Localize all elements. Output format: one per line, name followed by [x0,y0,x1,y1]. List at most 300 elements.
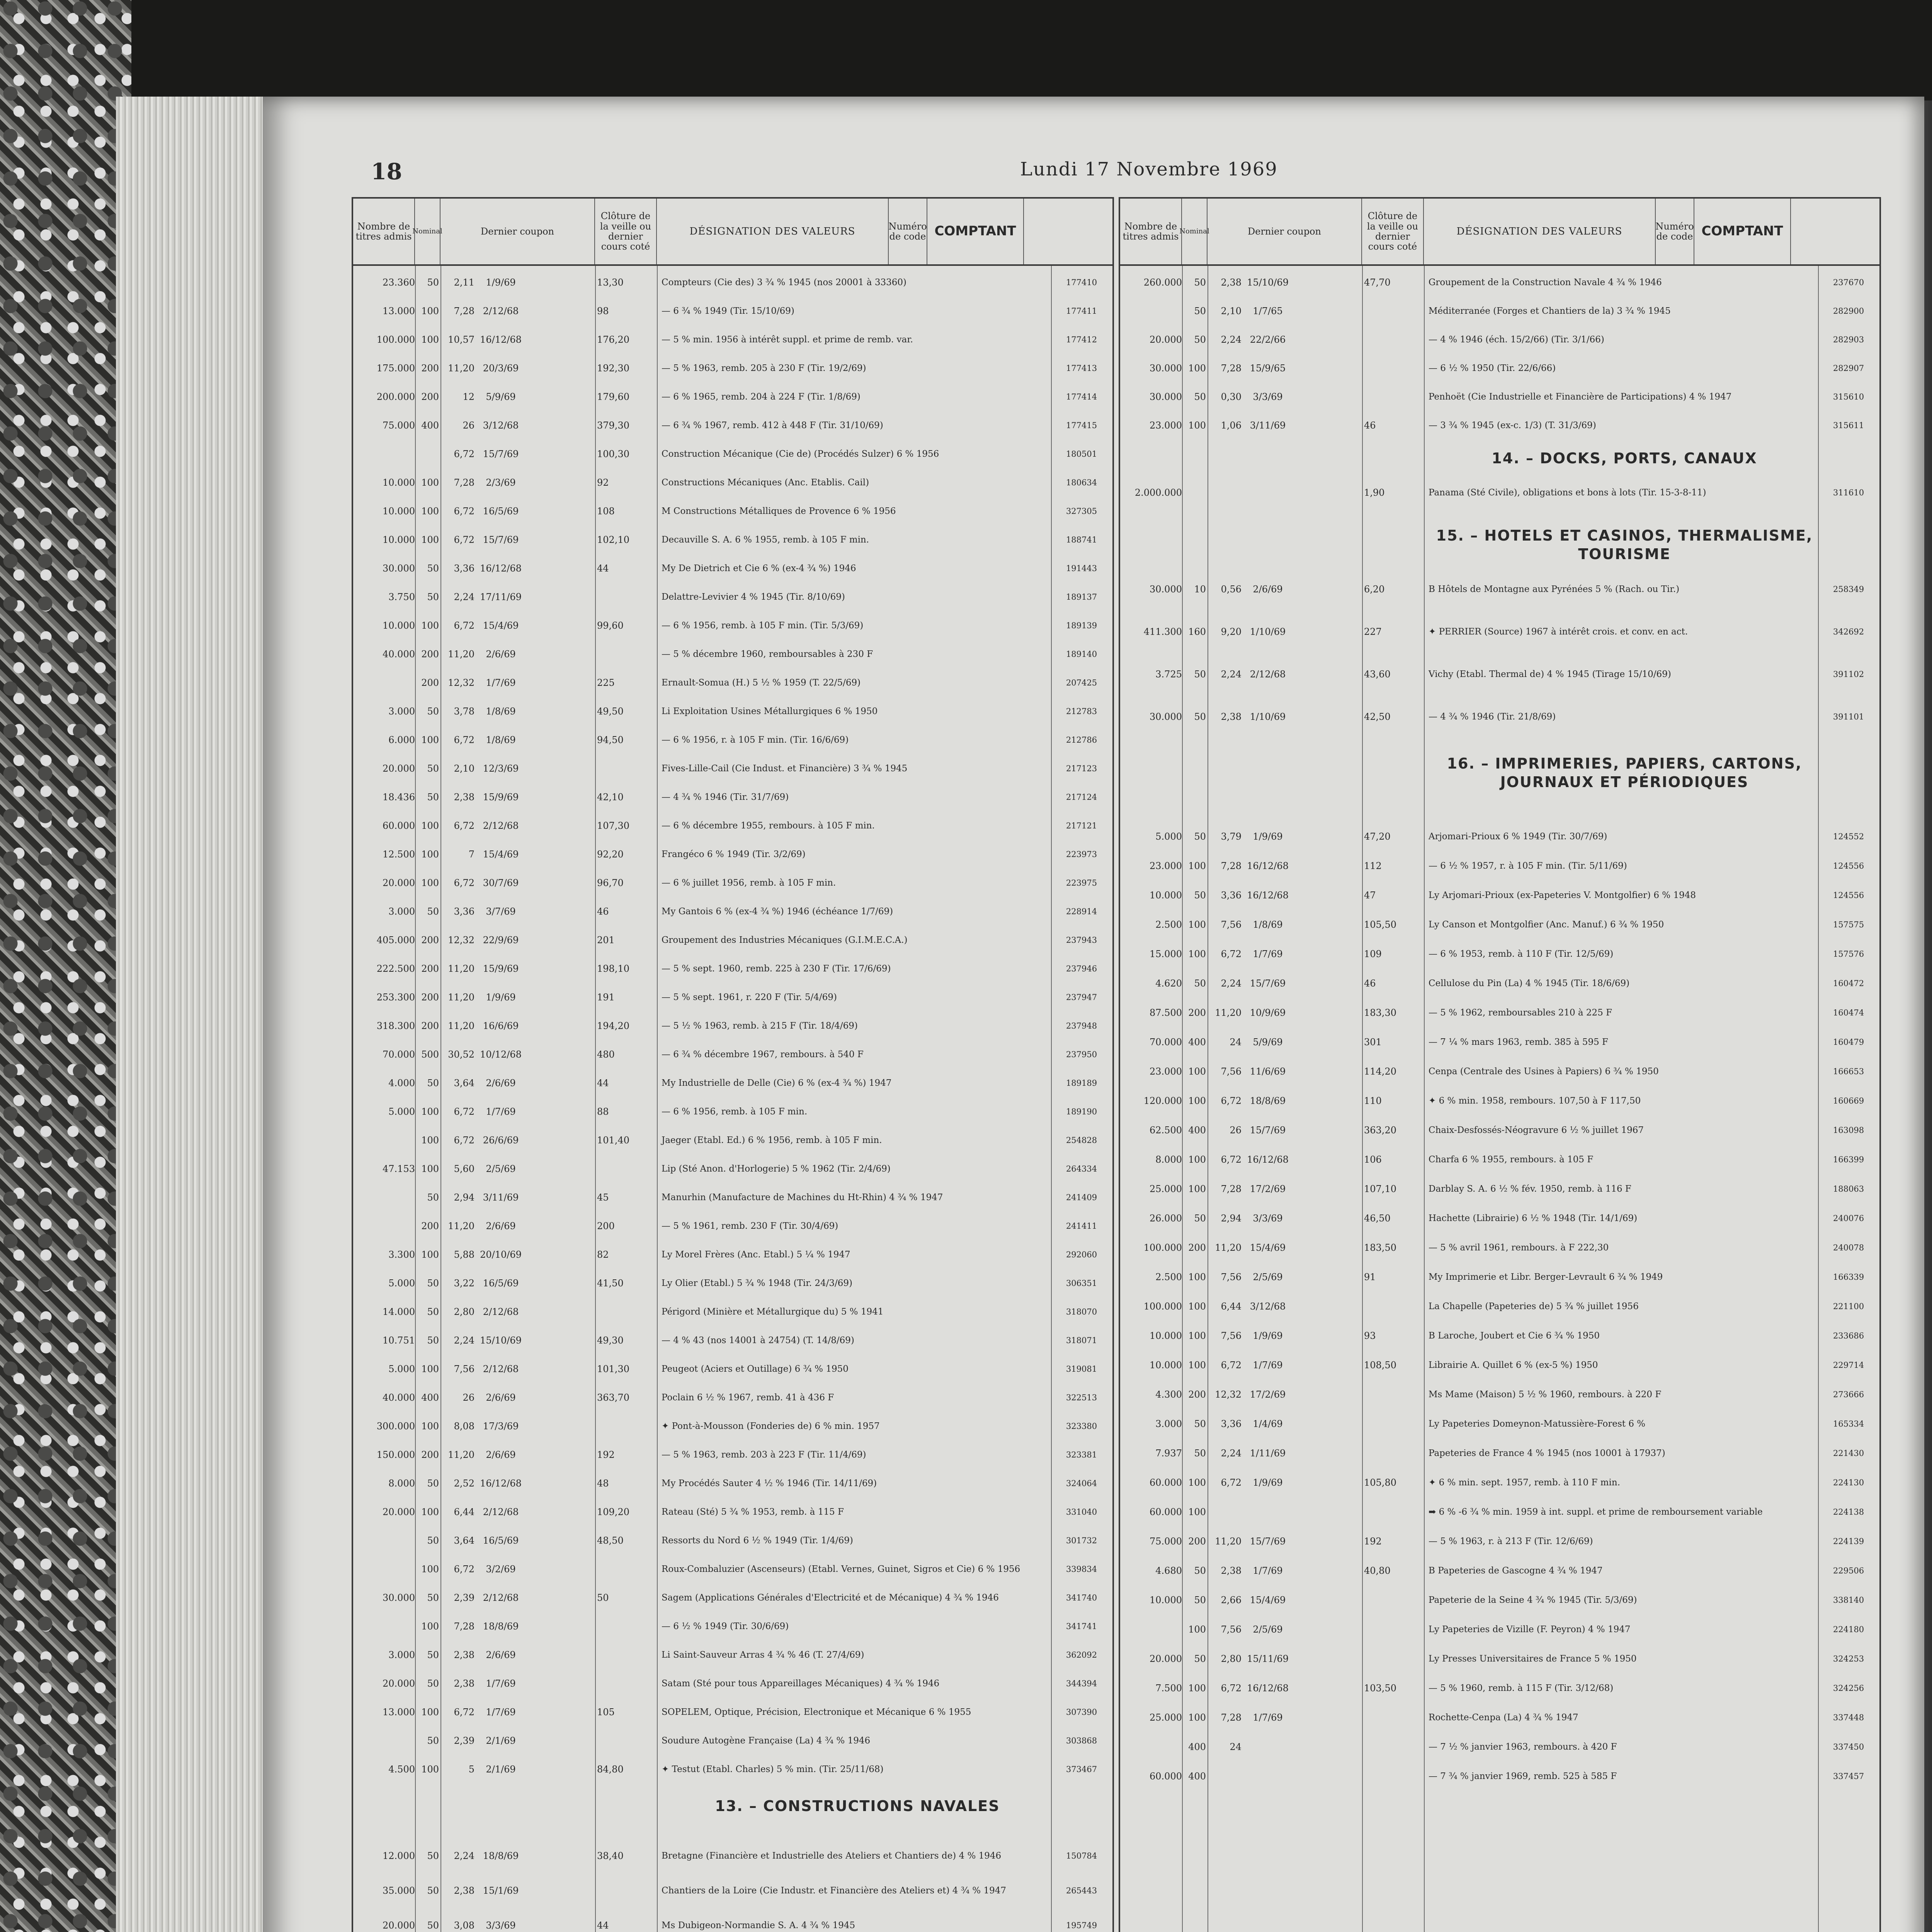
cell-date: 15/7/69 [1250,1536,1286,1547]
table-row [353,1189,1112,1206]
cell-cloture: 114,20 [1364,1066,1396,1077]
table-row [1120,1180,1879,1198]
cell-nominal: 100 [421,1364,439,1374]
right-column [1119,197,1881,1932]
table-row [353,445,1112,463]
cell-designation: Construction Mécanique (Cie de) (Procédés Sulzer) 6 % 1956 [662,449,939,459]
table-row [1120,1356,1879,1374]
cell-coupon: 3,22 [454,1278,474,1289]
cell-date: 5/9/69 [486,391,516,402]
table-row [353,874,1112,892]
cell-titres: 10.751 [383,1335,415,1346]
cell-nominal: 50 [427,1478,439,1489]
table-row [353,960,1112,978]
table-row [353,1217,1112,1235]
table-row [353,988,1112,1006]
cell-coupon: 6,44 [454,1507,474,1517]
cell-cloture: 92 [597,477,609,488]
cell-nominal: 100 [421,1421,439,1432]
cell-code: 165334 [1833,1419,1864,1429]
cell-cloture: 44 [597,1920,609,1931]
cell-date: 3/12/68 [1250,1301,1286,1312]
cell-titres: 26.000 [1150,1213,1182,1224]
cell-code: 223973 [1066,850,1097,859]
table-row [1120,388,1879,406]
cell-code: 337448 [1833,1713,1864,1722]
cell-code: 191443 [1066,564,1097,573]
cell-nominal: 100 [421,506,439,517]
cell-nominal: 50 [427,1192,439,1203]
table-row [353,560,1112,577]
cell-titres: 175.000 [376,363,415,374]
cell-coupon: 6,72 [454,620,474,631]
header-nominal: Nominal [415,199,440,264]
cell-nominal: 100 [1188,949,1206,959]
cell-titres: 4.000 [388,1078,415,1088]
cell-coupon: 2,24 [1221,669,1242,680]
cell-titres: 2.500 [1155,919,1182,930]
cell-code: 221100 [1833,1302,1864,1311]
cell-date: 15/10/69 [1247,277,1289,288]
cell-code: 322513 [1066,1393,1097,1402]
cell-titres: 23.000 [1150,420,1182,431]
cell-nominal: 400 [421,420,439,431]
cell-code: 237947 [1066,993,1097,1002]
cell-nominal: 50 [1194,1213,1206,1224]
cell-nominal: 100 [1188,1683,1206,1694]
cell-coupon: 2,38 [454,792,474,803]
table-row [353,760,1112,777]
cell-date: 17/2/69 [1250,1184,1286,1194]
cell-titres: 62.500 [1150,1125,1182,1136]
cell-code: 228914 [1066,907,1097,916]
cell-date: 17/2/69 [1250,1389,1286,1400]
cell-code: 237946 [1066,964,1097,973]
cell-titres: 6.000 [388,735,415,745]
cell-code: 342692 [1833,627,1864,636]
cell-designation: Ly Papeteries Domeynon-Matussière-Forest 6 % [1429,1419,1646,1429]
table-row [353,845,1112,863]
cell-date: 15/11/69 [1247,1653,1289,1664]
cell-coupon: 2,66 [1221,1595,1242,1605]
cell-nominal: 100 [421,1249,439,1260]
cell-coupon: 2,24 [1221,1448,1242,1459]
cell-nominal: 100 [421,620,439,631]
cell-designation: B Papeteries de Gascogne 4 ¾ % 1947 [1429,1566,1603,1576]
cell-coupon: 3,08 [454,1920,474,1931]
cell-titres: 18.436 [383,792,415,803]
cell-titres: 120.000 [1143,1095,1182,1106]
cell-cloture: 94,50 [597,735,624,745]
cell-designation: — 7 ¾ % janvier 1969, remb. 525 à 585 F [1429,1771,1617,1781]
cell-date: 1/7/69 [486,1707,516,1718]
cell-cloture: 176,20 [597,334,629,345]
cell-date: 22/2/66 [1250,334,1286,345]
cell-coupon: 11,20 [448,1020,474,1031]
cell-titres: 70.000 [1150,1037,1182,1048]
cell-nominal: 10 [1194,584,1206,595]
cell-coupon: 6,72 [454,534,474,545]
cell-designation: Sagem (Applications Générales d'Electricité et de Mécanique) 4 ¾ % 1946 [662,1593,999,1603]
cell-code: 124556 [1833,861,1864,871]
table-row [1120,1239,1879,1257]
header-comptant: COMPTANT [1694,199,1791,264]
cell-nominal: 200 [421,363,439,374]
table-row [353,1017,1112,1035]
cell-designation: — 6 % 1956, remb. à 105 F min. (Tir. 5/3/69) [662,621,864,631]
cell-code: 241411 [1066,1221,1097,1231]
cell-designation: B Hôtels de Montagne aux Pyrénées 5 % (Rach. ou Tir.) [1429,584,1680,594]
cell-coupon: 11,20 [1215,1007,1242,1018]
cell-coupon: 2,38 [454,1650,474,1660]
cell-coupon: 26 [463,420,474,431]
page-header [263,158,1924,193]
cell-code: 323380 [1066,1422,1097,1431]
cell-designation: Delattre-Levivier 4 % 1945 (Tir. 8/10/69) [662,592,845,602]
cell-designation: Lip (Sté Anon. d'Horlogerie) 5 % 1962 (Tir. 2/4/69) [662,1164,891,1174]
cell-code: 177413 [1066,364,1097,373]
cell-nominal: 100 [1188,1154,1206,1165]
cell-date: 2/12/68 [483,1507,519,1517]
cell-titres: 5.000 [388,1364,415,1374]
cell-titres: 5.000 [388,1278,415,1289]
cell-code: 217123 [1066,764,1097,773]
cell-coupon: 6,72 [454,506,474,517]
cell-code: 323381 [1066,1450,1097,1459]
cell-code: 177411 [1066,306,1097,316]
cell-coupon: 11,20 [448,363,474,374]
cell-designation: — 7 ½ % janvier 1963, rembours. à 420 F [1429,1742,1617,1752]
cell-coupon: 10,57 [448,334,474,345]
cell-code: 188063 [1833,1184,1864,1194]
cell-designation: My Imprimerie et Libr. Berger-Levrault 6 ¾ % 1949 [1429,1272,1663,1282]
table-row [1120,857,1879,875]
cell-date: 1/8/69 [486,706,516,717]
cell-code: 223975 [1066,878,1097,888]
cell-nominal: 50 [1194,711,1206,722]
table-row [353,359,1112,377]
cell-code: 341740 [1066,1593,1097,1602]
cell-date: 2/6/69 [486,1449,516,1460]
cell-cloture: 101,40 [597,1135,629,1146]
table-row [353,1332,1112,1349]
cell-cloture: 192,30 [597,363,629,374]
cell-cloture: 107,10 [1364,1184,1396,1194]
table-row [1120,1327,1879,1345]
cell-nominal: 200 [421,1221,439,1231]
table-row [1120,975,1879,992]
column-header [1120,199,1879,266]
cell-titres: 4.620 [1155,978,1182,989]
cell-titres: 10.000 [383,620,415,631]
cell-nominal: 50 [1194,831,1206,842]
cell-nominal: 200 [421,935,439,946]
cell-coupon: 6,72 [1221,1477,1242,1488]
cell-code: 391102 [1833,670,1864,679]
cell-designation: M Constructions Métalliques de Provence 6 % 1956 [662,506,896,516]
cell-nominal: 50 [427,763,439,774]
cell-code: 240078 [1833,1243,1864,1252]
cell-nominal: 160 [1188,626,1206,637]
cell-code: 337457 [1833,1772,1864,1781]
cell-designation: ➡ 6 % -6 ¾ % min. 1959 à int. suppl. et prime de remboursement variable [1429,1507,1763,1517]
cell-nominal: 50 [427,592,439,602]
cell-coupon: 2,38 [454,1885,474,1896]
cell-nominal: 100 [1188,420,1206,431]
cell-coupon: 6,72 [1221,1683,1242,1694]
cell-date: 1/9/69 [486,277,516,288]
cell-date: 22/9/69 [483,935,519,946]
cell-nominal: 50 [427,1335,439,1346]
cell-code: 373467 [1066,1765,1097,1774]
cell-cloture: 45 [597,1192,609,1203]
cell-nominal: 100 [421,1764,439,1775]
cell-nominal: 50 [427,1078,439,1088]
cell-date: 1/7/69 [486,1106,516,1117]
cell-coupon: 6,72 [1221,1360,1242,1371]
cell-coupon: 7,28 [1221,861,1242,871]
table-row [1120,886,1879,904]
cell-cloture: 105 [597,1707,615,1718]
cell-designation: Groupement des Industries Mécaniques (G.I.M.E.C.A.) [662,935,908,945]
cell-designation: — 5 % 1963, r. à 213 F (Tir. 12/6/69) [1429,1536,1593,1546]
cell-code: 254828 [1066,1136,1097,1145]
cell-titres: 3.725 [1155,669,1182,680]
cell-titres: 12.000 [383,1850,415,1861]
table-row [1120,1444,1879,1462]
ledger-page [263,97,1924,1932]
cell-nominal: 50 [427,1920,439,1931]
cell-cloture: 100,30 [597,449,629,459]
cell-nominal: 50 [1194,1418,1206,1429]
cell-titres: 20.000 [383,878,415,888]
table-row [1120,1650,1879,1668]
cell-nominal: 400 [1188,1125,1206,1136]
header-cloture: Clôture de la veille ou dernier cours coté [1362,199,1424,264]
cell-date: 15/7/69 [1250,1125,1286,1136]
cell-code: 338140 [1833,1595,1864,1605]
cell-nominal: 50 [427,792,439,803]
cell-date: 2/6/69 [486,1078,516,1088]
cell-code: 241409 [1066,1193,1097,1202]
cell-date: 2/6/69 [1253,584,1283,595]
table-row [353,931,1112,949]
cell-designation: My De Dietrich et Cie 6 % (ex-4 ¾ %) 1946 [662,563,856,573]
cell-titres: 30.000 [1150,363,1182,374]
cell-titres: 20.000 [1150,1653,1182,1664]
cell-date: 5/9/69 [1253,1037,1283,1048]
cell-nominal: 500 [421,1049,439,1060]
header-dernier-coupon: Dernier coupon [440,199,595,264]
table-row [353,531,1112,549]
table-row [353,1246,1112,1264]
cell-cloture: 6,20 [1364,584,1385,595]
cell-designation: — 6 % 1956, r. à 105 F min. (Tir. 16/6/69) [662,735,849,745]
cell-nominal: 100 [421,1564,439,1575]
cell-nominal: 100 [1188,1095,1206,1106]
table-row [1120,359,1879,377]
cell-date: 10/9/69 [1250,1007,1286,1018]
cell-titres: 8.000 [1155,1154,1182,1165]
cell-date: 18/8/69 [1250,1095,1286,1106]
cell-titres: 23.000 [1150,861,1182,871]
cell-nominal: 400 [1188,1742,1206,1752]
cell-nominal: 100 [1188,1712,1206,1723]
cell-date: 12/3/69 [483,763,519,774]
cell-titres: 20.000 [383,1920,415,1931]
cell-date: 3/2/69 [486,1564,516,1575]
cell-nominal: 100 [421,1135,439,1146]
cell-cloture: 46 [1364,978,1376,989]
cell-designation: — 6 % 1965, remb. 204 à 224 F (Tir. 1/8/69) [662,392,861,402]
cell-date: 16/6/69 [483,1020,519,1031]
cell-cloture: 112 [1364,861,1382,871]
cell-code: 157575 [1833,920,1864,929]
cell-designation: Cenpa (Centrale des Usines à Papiers) 6 ¾ % 1950 [1429,1066,1659,1077]
cell-designation: Cellulose du Pin (La) 4 % 1945 (Tir. 18/6/69) [1429,978,1630,988]
table-row [353,645,1112,663]
cell-designation: My Procédés Sauter 4 ½ % 1946 (Tir. 14/11/69) [662,1478,877,1488]
cell-designation: Ms Dubigeon-Normandie S. A. 4 ¾ % 1945 [662,1920,855,1930]
cell-coupon: 7,28 [1221,1184,1242,1194]
cell-titres: 253.300 [376,992,415,1003]
cell-designation: Li Exploitation Usines Métallurgiques 6 % 1950 [662,706,878,716]
cell-coupon: 6,72 [1221,949,1242,959]
cell-date: 16/12/68 [1247,890,1289,901]
cell-cloture: 40,80 [1364,1565,1391,1576]
cell-designation: Panama (Sté Civile), obligations et bons à lots (Tir. 15-3-8-11) [1429,488,1706,498]
cell-code: 166653 [1833,1067,1864,1076]
table-row [353,1532,1112,1549]
page-date: Lundi 17 Novembre 1969 [1020,158,1278,180]
cell-cloture: 183,50 [1364,1242,1396,1253]
cell-date: 16/12/68 [1247,861,1289,871]
table-row [1120,1562,1879,1580]
cell-coupon: 1,06 [1221,420,1242,431]
cell-date: 16/5/69 [483,506,519,517]
cell-cloture: 363,20 [1364,1125,1396,1136]
cell-date: 15/4/69 [483,620,519,631]
cell-nominal: 100 [421,1163,439,1174]
cell-designation: Darblay S. A. 6 ½ % fév. 1950, remb. à 116 F [1429,1184,1631,1194]
cell-titres: 318.300 [376,1020,415,1031]
cell-titres: 20.000 [1150,334,1182,345]
cell-designation: Ly Papeteries de Vizille (F. Peyron) 4 % 1947 [1429,1624,1631,1634]
table-row [1120,331,1879,349]
cell-code: 221430 [1833,1449,1864,1458]
cell-date: 3/3/69 [486,1920,516,1931]
cell-date: 15/4/69 [1250,1595,1286,1605]
cell-code: 160669 [1833,1096,1864,1105]
table-row [1120,1591,1879,1609]
cell-nominal: 100 [1188,1272,1206,1282]
cell-designation: — 5 % sept. 1960, remb. 225 à 230 F (Tir. 17/6/69) [662,964,891,974]
cell-date: 15/7/69 [1250,978,1286,989]
cell-titres: 4.500 [388,1764,415,1775]
cell-code: 282900 [1833,306,1864,316]
cell-designation: — 6 ¾ % 1949 (Tir. 15/10/69) [662,306,794,316]
cell-designation: — 6 % décembre 1955, rembours. à 105 F min. [662,821,875,831]
table-row [353,1046,1112,1063]
cell-designation: Rochette-Cenpa (La) 4 ¾ % 1947 [1429,1713,1578,1723]
table-row [1120,580,1879,598]
cell-designation: Jaeger (Etabl. Ed.) 6 % 1956, remb. à 105 F min. [662,1135,882,1145]
header-designation: DÉSIGNATION DES VALEURS [1424,199,1656,264]
cell-designation: My Gantois 6 % (ex-4 ¾ %) 1946 (échéance 1/7/69) [662,906,893,917]
cell-nominal: 50 [1194,391,1206,402]
cell-date: 2/12/68 [483,1592,519,1603]
table-row [1120,1004,1879,1022]
cell-designation: Ly Olier (Etabl.) 5 ¾ % 1948 (Tir. 24/3/69) [662,1278,853,1288]
table-row [353,1917,1112,1932]
cell-designation: Poclain 6 ½ % 1967, remb. 41 à 436 F [662,1393,834,1403]
cell-cloture: 99,60 [597,620,624,631]
cell-coupon: 7,28 [1221,1712,1242,1723]
cell-coupon: 2,11 [454,277,474,288]
header-cloture: Clôture de la veille ou dernier cours coté [595,199,657,264]
cell-date: 2/1/69 [486,1735,516,1746]
table-row [353,331,1112,349]
cell-code: 212786 [1066,735,1097,745]
cell-nominal: 200 [421,649,439,660]
cell-code: 339834 [1066,1565,1097,1574]
cell-titres: 30.000 [1150,711,1182,722]
cell-nominal: 50 [1194,890,1206,901]
header-designation: DÉSIGNATION DES VALEURS [657,199,889,264]
cell-cloture: 42,50 [1364,711,1391,722]
table-row [1120,1415,1879,1433]
cell-code: 188741 [1066,535,1097,544]
cell-designation: La Chapelle (Papeteries de) 5 ¾ % juillet 1956 [1429,1301,1639,1311]
cell-nominal: 50 [427,706,439,717]
cell-coupon: 3,36 [454,563,474,574]
cell-designation: — 6 % 1956, remb. à 105 F min. [662,1107,808,1117]
cell-date: 16/5/69 [483,1278,519,1289]
page-number: 18 [371,158,402,185]
cell-cloture: 98 [597,306,609,316]
cell-cloture: 109 [1364,949,1382,959]
cell-titres: 300.000 [376,1421,415,1432]
cell-titres: 150.000 [376,1449,415,1460]
cell-cloture: 101,30 [597,1364,629,1374]
cell-designation: Vichy (Etabl. Thermal de) 4 % 1945 (Tirage 15/10/69) [1429,669,1671,679]
cell-designation: — 6 ¾ % décembre 1967, rembours. à 540 F [662,1049,864,1060]
cell-nominal: 50 [427,563,439,574]
cell-nominal: 50 [427,1885,439,1896]
cell-code: 362092 [1066,1650,1097,1660]
cell-designation: — 6 % 1953, remb. à 110 F (Tir. 12/5/69) [1429,949,1614,959]
cell-date: 2/5/69 [486,1163,516,1174]
cell-titres: 20.000 [383,1507,415,1517]
table-row [1120,1738,1879,1756]
cell-titres: 3.300 [388,1249,415,1260]
cell-designation: — 6 % juillet 1956, remb. à 105 F min. [662,878,836,888]
cell-code: 306351 [1066,1279,1097,1288]
cell-date: 3/12/68 [483,420,519,431]
cell-code: 292060 [1066,1250,1097,1259]
cell-coupon: 26 [1230,1125,1242,1136]
cell-titres: 25.000 [1150,1712,1182,1723]
cell-date: 20/10/69 [480,1249,522,1260]
cell-titres: 200.000 [376,391,415,402]
cell-date: 3/3/69 [1253,1213,1283,1224]
cell-nominal: 100 [1188,1477,1206,1488]
cell-coupon: 3,64 [454,1535,474,1546]
cell-date: 3/7/69 [486,906,516,917]
cell-cloture: 43,60 [1364,669,1391,680]
table-row [353,1303,1112,1321]
cell-code: 157576 [1833,949,1864,959]
